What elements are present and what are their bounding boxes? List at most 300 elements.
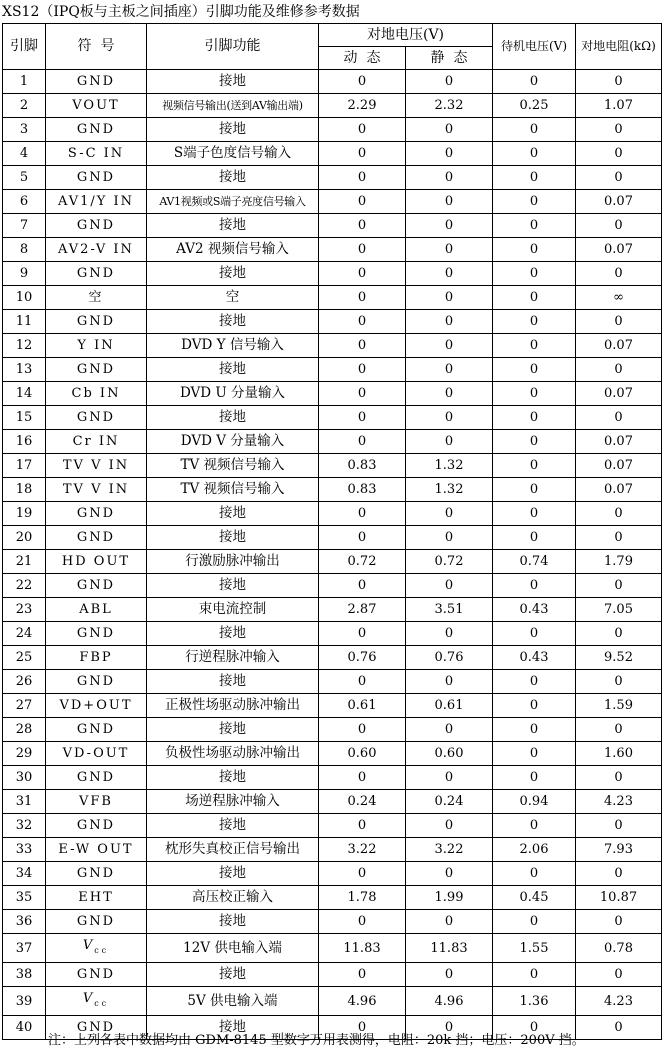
table-row xyxy=(3,238,662,262)
header-function: 引脚功能 xyxy=(147,24,319,70)
resistance-cell: 9.52 xyxy=(576,646,662,670)
resistance-cell: 0 xyxy=(576,814,662,838)
dynamic-voltage-cell: 0 xyxy=(319,214,406,238)
table-row xyxy=(3,646,662,670)
static-voltage-cell: 0 xyxy=(406,814,493,838)
static-voltage-cell: 0 xyxy=(406,766,493,790)
pin-cell: 33 xyxy=(3,838,46,862)
dynamic-voltage-cell: 0 xyxy=(319,430,406,454)
standby-voltage-cell: 0 xyxy=(493,1016,576,1040)
pin-cell: 25 xyxy=(3,646,46,670)
standby-voltage-cell: 0 xyxy=(493,430,576,454)
standby-voltage-cell: 0 xyxy=(493,310,576,334)
symbol-cell: GND xyxy=(46,814,147,838)
resistance-cell: ∞ xyxy=(576,286,662,310)
static-voltage-cell: 0 xyxy=(406,526,493,550)
pin-cell: 34 xyxy=(3,862,46,886)
resistance-cell: 0 xyxy=(576,718,662,742)
static-voltage-cell: 0 xyxy=(406,1016,493,1040)
resistance-cell: 0 xyxy=(576,574,662,598)
static-voltage-cell: 1.99 xyxy=(406,886,493,910)
function-cell: 接地 xyxy=(147,963,319,987)
dynamic-voltage-cell: 4.96 xyxy=(319,987,406,1016)
dynamic-voltage-cell: 0 xyxy=(319,310,406,334)
dynamic-voltage-cell: 0 xyxy=(319,718,406,742)
pin-cell: 10 xyxy=(3,286,46,310)
standby-voltage-cell: 0 xyxy=(493,334,576,358)
static-voltage-cell: 0 xyxy=(406,430,493,454)
table-row xyxy=(3,358,662,382)
symbol-cell: GND xyxy=(46,766,147,790)
standby-voltage-cell: 0 xyxy=(493,118,576,142)
pin-data-table xyxy=(2,23,662,1040)
measurement-note: 注：上列各表中数据均由 GDM-8145 型数字万用表测得，电阻：20k 挡；电压：200V 挡。 xyxy=(48,1033,585,1048)
function-cell: 接地 xyxy=(147,214,319,238)
table-row xyxy=(3,790,662,814)
standby-voltage-cell: 0 xyxy=(493,963,576,987)
dynamic-voltage-cell: 0 xyxy=(319,963,406,987)
static-voltage-cell: 0 xyxy=(406,70,493,94)
dynamic-voltage-cell: 0.60 xyxy=(319,742,406,766)
pin-cell: 1 xyxy=(3,70,46,94)
table-row xyxy=(3,574,662,598)
table-row xyxy=(3,694,662,718)
resistance-cell: 0 xyxy=(576,1016,662,1040)
table-row xyxy=(3,814,662,838)
static-voltage-cell: 1.32 xyxy=(406,454,493,478)
function-cell: TV 视频信号输入 xyxy=(147,454,319,478)
static-voltage-cell: 0 xyxy=(406,718,493,742)
function-cell: 束电流控制 xyxy=(147,598,319,622)
document-title: XS12（IPQ板与主板之间插座）引脚功能及维修参考数据 xyxy=(2,4,360,20)
table-row xyxy=(3,502,662,526)
static-voltage-cell: 1.32 xyxy=(406,478,493,502)
function-cell: 接地 xyxy=(147,118,319,142)
function-cell: 接地 xyxy=(147,670,319,694)
standby-voltage-cell: 0 xyxy=(493,382,576,406)
function-cell: 高压校正输入 xyxy=(147,886,319,910)
dynamic-voltage-cell: 0 xyxy=(319,622,406,646)
pin-cell: 9 xyxy=(3,262,46,286)
static-voltage-cell: 0 xyxy=(406,190,493,214)
pin-cell: 18 xyxy=(3,478,46,502)
resistance-cell: 4.23 xyxy=(576,987,662,1016)
resistance-cell: 0.07 xyxy=(576,430,662,454)
dynamic-voltage-cell: 0 xyxy=(319,382,406,406)
header-symbol: 符 号 xyxy=(46,24,147,70)
function-cell: 行逆程脉冲输入 xyxy=(147,646,319,670)
static-voltage-cell: 0 xyxy=(406,358,493,382)
pin-cell: 30 xyxy=(3,766,46,790)
table-row xyxy=(3,934,662,963)
function-cell: 接地 xyxy=(147,718,319,742)
pin-cell: 32 xyxy=(3,814,46,838)
symbol-cell-vcc: $V_{cc}$ xyxy=(46,987,147,1016)
resistance-cell: 0 xyxy=(576,118,662,142)
function-cell: 正极性场驱动脉冲输出 xyxy=(147,694,319,718)
symbol-cell: GND xyxy=(46,262,147,286)
symbol-cell: GND xyxy=(46,166,147,190)
static-voltage-cell: 0.61 xyxy=(406,694,493,718)
table-row xyxy=(3,766,662,790)
static-voltage-cell: 0 xyxy=(406,118,493,142)
resistance-cell: 0 xyxy=(576,862,662,886)
dynamic-voltage-cell: 0 xyxy=(319,574,406,598)
dynamic-voltage-cell: 0 xyxy=(319,502,406,526)
static-voltage-cell: 0.72 xyxy=(406,550,493,574)
table-row xyxy=(3,550,662,574)
function-cell: TV 视频信号输入 xyxy=(147,478,319,502)
pin-cell: 4 xyxy=(3,142,46,166)
static-voltage-cell: 0 xyxy=(406,670,493,694)
pin-cell: 15 xyxy=(3,406,46,430)
standby-voltage-cell: 0 xyxy=(493,406,576,430)
pin-cell: 16 xyxy=(3,430,46,454)
standby-voltage-cell: 0 xyxy=(493,262,576,286)
table-row xyxy=(3,718,662,742)
static-voltage-cell: 0 xyxy=(406,334,493,358)
dynamic-voltage-cell: 0 xyxy=(319,358,406,382)
function-cell: 接地 xyxy=(147,166,319,190)
symbol-cell: TV V IN xyxy=(46,454,147,478)
dynamic-voltage-cell: 0 xyxy=(319,142,406,166)
header-resistance: 对地电阻(kΩ) xyxy=(576,24,662,70)
symbol-cell: AV2-V IN xyxy=(46,238,147,262)
dynamic-voltage-cell: 1.78 xyxy=(319,886,406,910)
pin-cell: 37 xyxy=(3,934,46,963)
function-cell: 接地 xyxy=(147,262,319,286)
standby-voltage-cell: 0 xyxy=(493,622,576,646)
function-cell: 负极性场驱动脉冲输出 xyxy=(147,742,319,766)
table-row xyxy=(3,94,662,118)
standby-voltage-cell: 0.25 xyxy=(493,94,576,118)
symbol-cell: GND xyxy=(46,358,147,382)
pin-cell: 13 xyxy=(3,358,46,382)
function-cell: 接地 xyxy=(147,358,319,382)
resistance-cell: 4.23 xyxy=(576,790,662,814)
standby-voltage-cell: 0 xyxy=(493,166,576,190)
resistance-cell: 0.07 xyxy=(576,454,662,478)
pin-cell: 6 xyxy=(3,190,46,214)
table-row xyxy=(3,70,662,94)
standby-voltage-cell: 0 xyxy=(493,238,576,262)
table-row xyxy=(3,454,662,478)
resistance-cell: 1.60 xyxy=(576,742,662,766)
symbol-cell: Cb IN xyxy=(46,382,147,406)
standby-voltage-cell: 0.43 xyxy=(493,598,576,622)
dynamic-voltage-cell: 0 xyxy=(319,1016,406,1040)
resistance-cell: 0 xyxy=(576,766,662,790)
dynamic-voltage-cell: 0.72 xyxy=(319,550,406,574)
pin-cell: 24 xyxy=(3,622,46,646)
static-voltage-cell: 0 xyxy=(406,910,493,934)
symbol-cell: GND xyxy=(46,718,147,742)
pin-cell: 28 xyxy=(3,718,46,742)
table-body xyxy=(3,70,662,1040)
standby-voltage-cell: 0 xyxy=(493,742,576,766)
standby-voltage-cell: 0 xyxy=(493,718,576,742)
symbol-cell-vcc: $V_{cc}$ xyxy=(46,934,147,963)
static-voltage-cell: 11.83 xyxy=(406,934,493,963)
table-row xyxy=(3,406,662,430)
header-dynamic: 动 态 xyxy=(319,47,406,70)
resistance-cell: 0 xyxy=(576,910,662,934)
dynamic-voltage-cell: 0 xyxy=(319,166,406,190)
standby-voltage-cell: 2.06 xyxy=(493,838,576,862)
function-cell: 接地 xyxy=(147,502,319,526)
static-voltage-cell: 0 xyxy=(406,574,493,598)
table-row xyxy=(3,910,662,934)
pin-cell: 27 xyxy=(3,694,46,718)
symbol-cell: GND xyxy=(46,214,147,238)
standby-voltage-cell: 0.74 xyxy=(493,550,576,574)
table-row xyxy=(3,742,662,766)
function-cell: 5V 供电输入端 xyxy=(147,987,319,1016)
symbol-cell: AV1/Y IN xyxy=(46,190,147,214)
function-cell: 接地 xyxy=(147,622,319,646)
pin-cell: 40 xyxy=(3,1016,46,1040)
standby-voltage-cell: 0 xyxy=(493,190,576,214)
dynamic-voltage-cell: 0 xyxy=(319,406,406,430)
pin-cell: 29 xyxy=(3,742,46,766)
dynamic-voltage-cell: 0 xyxy=(319,70,406,94)
symbol-cell: VFB xyxy=(46,790,147,814)
header-static: 静 态 xyxy=(406,47,493,70)
resistance-cell: 0 xyxy=(576,166,662,190)
symbol-cell: GND xyxy=(46,622,147,646)
static-voltage-cell: 0.24 xyxy=(406,790,493,814)
standby-voltage-cell: 0 xyxy=(493,526,576,550)
resistance-cell: 1.59 xyxy=(576,694,662,718)
function-cell: DVD Y 信号输入 xyxy=(147,334,319,358)
header-standby: 待机电压(V) xyxy=(493,24,576,70)
static-voltage-cell: 0 xyxy=(406,963,493,987)
standby-voltage-cell: 0 xyxy=(493,70,576,94)
resistance-cell: 0.07 xyxy=(576,478,662,502)
dynamic-voltage-cell: 0 xyxy=(319,262,406,286)
dynamic-voltage-cell: 0.76 xyxy=(319,646,406,670)
dynamic-voltage-cell: 3.22 xyxy=(319,838,406,862)
dynamic-voltage-cell: 0 xyxy=(319,910,406,934)
symbol-cell: TV V IN xyxy=(46,478,147,502)
standby-voltage-cell: 0 xyxy=(493,670,576,694)
function-cell: AV2 视频信号输入 xyxy=(147,238,319,262)
static-voltage-cell: 0 xyxy=(406,382,493,406)
dynamic-voltage-cell: 0 xyxy=(319,238,406,262)
table-row xyxy=(3,838,662,862)
symbol-cell: S-C IN xyxy=(46,142,147,166)
symbol-cell: GND xyxy=(46,574,147,598)
resistance-cell: 0 xyxy=(576,358,662,382)
symbol-cell: ABL xyxy=(46,598,147,622)
pin-cell: 31 xyxy=(3,790,46,814)
function-cell: 接地 xyxy=(147,406,319,430)
standby-voltage-cell: 0 xyxy=(493,286,576,310)
dynamic-voltage-cell: 11.83 xyxy=(319,934,406,963)
pin-cell: 39 xyxy=(3,987,46,1016)
static-voltage-cell: 0.60 xyxy=(406,742,493,766)
pin-cell: 35 xyxy=(3,886,46,910)
pin-cell: 8 xyxy=(3,238,46,262)
resistance-cell: 10.87 xyxy=(576,886,662,910)
static-voltage-cell: 0 xyxy=(406,142,493,166)
function-cell: 接地 xyxy=(147,526,319,550)
pin-cell: 12 xyxy=(3,334,46,358)
symbol-cell: E-W OUT xyxy=(46,838,147,862)
pin-cell: 5 xyxy=(3,166,46,190)
symbol-cell: GND xyxy=(46,118,147,142)
dynamic-voltage-cell: 0 xyxy=(319,814,406,838)
function-cell: DVD V 分量输入 xyxy=(147,430,319,454)
resistance-cell: 0 xyxy=(576,310,662,334)
dynamic-voltage-cell: 2.29 xyxy=(319,94,406,118)
standby-voltage-cell: 0 xyxy=(493,694,576,718)
function-cell: 空 xyxy=(147,286,319,310)
standby-voltage-cell: 0 xyxy=(493,358,576,382)
resistance-cell: 7.93 xyxy=(576,838,662,862)
resistance-cell: 0 xyxy=(576,70,662,94)
pin-cell: 11 xyxy=(3,310,46,334)
table-row xyxy=(3,963,662,987)
static-voltage-cell: 0 xyxy=(406,406,493,430)
resistance-cell: 1.07 xyxy=(576,94,662,118)
table-row xyxy=(3,526,662,550)
resistance-cell: 0.07 xyxy=(576,238,662,262)
dynamic-voltage-cell: 0 xyxy=(319,862,406,886)
function-cell: 接地 xyxy=(147,862,319,886)
pin-cell: 22 xyxy=(3,574,46,598)
static-voltage-cell: 3.51 xyxy=(406,598,493,622)
symbol-cell: GND xyxy=(46,862,147,886)
resistance-cell: 0 xyxy=(576,502,662,526)
resistance-cell: 0 xyxy=(576,214,662,238)
standby-voltage-cell: 0 xyxy=(493,214,576,238)
dynamic-voltage-cell: 0 xyxy=(319,526,406,550)
symbol-cell: EHT xyxy=(46,886,147,910)
dynamic-voltage-cell: 0.24 xyxy=(319,790,406,814)
static-voltage-cell: 0 xyxy=(406,214,493,238)
table-row xyxy=(3,598,662,622)
function-cell: 接地 xyxy=(147,310,319,334)
dynamic-voltage-cell: 0.83 xyxy=(319,478,406,502)
function-cell: 场逆程脉冲输入 xyxy=(147,790,319,814)
function-cell: 接地 xyxy=(147,766,319,790)
standby-voltage-cell: 0.94 xyxy=(493,790,576,814)
pin-cell: 14 xyxy=(3,382,46,406)
table-row xyxy=(3,382,662,406)
standby-voltage-cell: 0 xyxy=(493,814,576,838)
pin-cell: 19 xyxy=(3,502,46,526)
function-cell: S端子色度信号输入 xyxy=(147,142,319,166)
symbol-cell: Cr IN xyxy=(46,430,147,454)
static-voltage-cell: 0 xyxy=(406,862,493,886)
dynamic-voltage-cell: 2.87 xyxy=(319,598,406,622)
table-row xyxy=(3,430,662,454)
resistance-cell: 0 xyxy=(576,622,662,646)
pin-cell: 17 xyxy=(3,454,46,478)
resistance-cell: 0 xyxy=(576,406,662,430)
symbol-cell: Y IN xyxy=(46,334,147,358)
header-pin: 引脚 xyxy=(3,24,46,70)
symbol-cell: FBP xyxy=(46,646,147,670)
static-voltage-cell: 0 xyxy=(406,238,493,262)
standby-voltage-cell: 1.55 xyxy=(493,934,576,963)
standby-voltage-cell: 0 xyxy=(493,454,576,478)
table-row xyxy=(3,190,662,214)
pin-cell: 26 xyxy=(3,670,46,694)
table-row xyxy=(3,262,662,286)
table-row xyxy=(3,310,662,334)
symbol-cell: GND xyxy=(46,910,147,934)
standby-voltage-cell: 0 xyxy=(493,766,576,790)
standby-voltage-cell: 0 xyxy=(493,862,576,886)
static-voltage-cell: 0 xyxy=(406,286,493,310)
table-row xyxy=(3,118,662,142)
resistance-cell: 0 xyxy=(576,670,662,694)
resistance-cell: 0 xyxy=(576,142,662,166)
dynamic-voltage-cell: 0 xyxy=(319,190,406,214)
static-voltage-cell: 0.76 xyxy=(406,646,493,670)
standby-voltage-cell: 0.45 xyxy=(493,886,576,910)
resistance-cell: 0 xyxy=(576,526,662,550)
static-voltage-cell: 0 xyxy=(406,622,493,646)
standby-voltage-cell: 0 xyxy=(493,502,576,526)
table-row xyxy=(3,142,662,166)
standby-voltage-cell: 0 xyxy=(493,478,576,502)
resistance-cell: 1.79 xyxy=(576,550,662,574)
symbol-cell: GND xyxy=(46,406,147,430)
function-cell: 枕形失真校正信号输出 xyxy=(147,838,319,862)
dynamic-voltage-cell: 0 xyxy=(319,670,406,694)
static-voltage-cell: 0 xyxy=(406,310,493,334)
resistance-cell: 0 xyxy=(576,262,662,286)
table-row xyxy=(3,166,662,190)
function-cell: 接地 xyxy=(147,814,319,838)
symbol-cell: VD-OUT xyxy=(46,742,147,766)
table-row xyxy=(3,622,662,646)
resistance-cell: 0.07 xyxy=(576,334,662,358)
table-row xyxy=(3,670,662,694)
standby-voltage-cell: 0 xyxy=(493,574,576,598)
static-voltage-cell: 3.22 xyxy=(406,838,493,862)
table-header xyxy=(3,24,662,70)
standby-voltage-cell: 0 xyxy=(493,142,576,166)
symbol-cell: GND xyxy=(46,70,147,94)
symbol-cell: 空 xyxy=(46,286,147,310)
table-row xyxy=(3,334,662,358)
resistance-cell: 0.07 xyxy=(576,382,662,406)
symbol-cell: VOUT xyxy=(46,94,147,118)
table-row xyxy=(3,987,662,1016)
header-voltage: 对地电压(V) xyxy=(319,24,493,47)
function-cell: 视频信号输出(送到AV输出端) xyxy=(147,94,319,118)
pin-cell: 21 xyxy=(3,550,46,574)
dynamic-voltage-cell: 0 xyxy=(319,118,406,142)
standby-voltage-cell: 0.43 xyxy=(493,646,576,670)
resistance-cell: 0.78 xyxy=(576,934,662,963)
symbol-cell: GND xyxy=(46,526,147,550)
table-row xyxy=(3,886,662,910)
table-row xyxy=(3,286,662,310)
table-row xyxy=(3,862,662,886)
function-cell: 接地 xyxy=(147,574,319,598)
dynamic-voltage-cell: 0 xyxy=(319,286,406,310)
function-cell: 接地 xyxy=(147,1016,319,1040)
static-voltage-cell: 0 xyxy=(406,166,493,190)
static-voltage-cell: 0 xyxy=(406,502,493,526)
function-cell: DVD U 分量输入 xyxy=(147,382,319,406)
symbol-cell: GND xyxy=(46,963,147,987)
